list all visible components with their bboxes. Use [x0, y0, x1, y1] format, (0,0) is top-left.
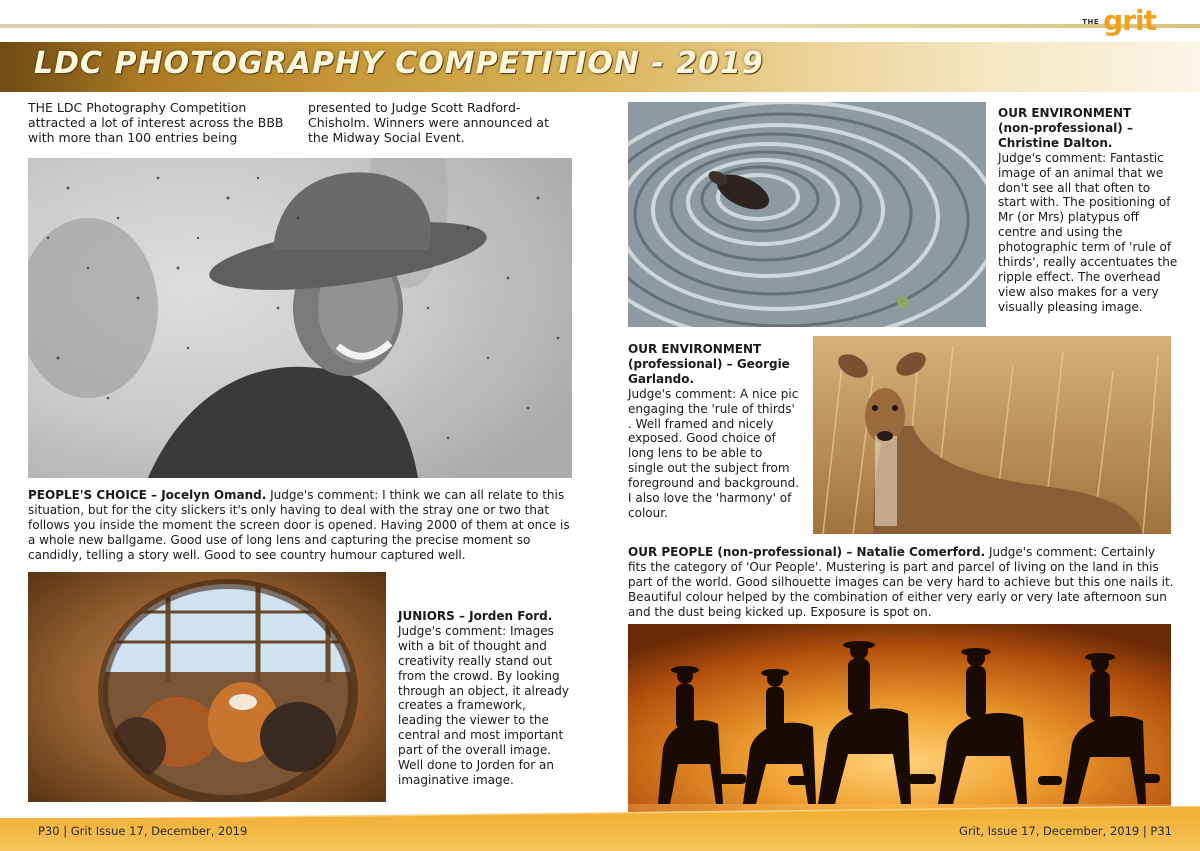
- env-pro-comment: Judge's comment: A nice pic engaging the 'rule of thirds' . Well framed and nicely exposed. Good choice of long lens to be able to single out the subject from foreground and background. I also love the 'harmony' of colour.: [628, 386, 800, 520]
- env-nonpro-heading-3: Christine Dalton.: [998, 135, 1113, 150]
- deer-photo: [813, 336, 1171, 534]
- juniors-comment: Judge's comment: Images with a bit of thought and creativity really stand out from the crowd. By looking through an object, it already creates a framework, leading the viewer to the central and most important part of the overall image. Well done to Jorden for an imaginative image.: [398, 623, 570, 787]
- env-pro-caption: [628, 342, 800, 521]
- juniors-heading: JUNIORS – Jorden Ford.: [398, 609, 553, 623]
- peoples-choice-caption: [28, 488, 572, 563]
- footer-right: Grit, Issue 17, December, 2019 | P31: [959, 824, 1172, 838]
- env-pro-heading: OUR ENVIRONMENT (professional) – Georgie Garlando.: [628, 342, 790, 386]
- intro-column-1: THE LDC Photography Competition attracted a lot of interest across the BBB with more than 100 entries being: [28, 100, 284, 146]
- env-nonpro-comment: Judge's comment: Fantastic image of an animal that we don't see all that often to start with. The positioning of Mr (or Mrs) platypus off centre and using the photographic term of 'rule of thirds', really accentuates the ripple effect. The overhead view also makes for a very visually pleasing image.: [998, 150, 1178, 314]
- juniors-caption: [398, 609, 570, 788]
- logo-word: grit: [1103, 4, 1156, 37]
- juniors-photo: [28, 572, 386, 802]
- peoples-choice-photo: [28, 158, 572, 478]
- peoples-choice-heading: PEOPLE'S CHOICE – Jocelyn Omand.: [28, 488, 267, 502]
- intro-column-2: presented to Judge Scott Radford-Chisholm. Winners were announced at the Midway Social Event.: [308, 100, 549, 146]
- grit-logo: [1082, 2, 1156, 36]
- page-title: LDC PHOTOGRAPHY COMPETITION - 2019: [34, 46, 764, 81]
- platypus-photo: [628, 102, 986, 327]
- mustering-photo: [628, 624, 1171, 821]
- peoples-choice-comment: Judge's comment: I think we can all relate to this situation, but for the city slickers it's only having to deal with the stray one or two that follows you inside the moment the screen door is opened. Having 2000 of them at once is a whole new ballgame. Good use of long lens and capturing the precise moment so candidly, telling a story well. Good to see country humour captured well.: [28, 488, 570, 562]
- people-nonpro-comment: Judge's comment: Certainly fits the category of 'Our People'. Mustering is part and parcel of living on the land in this part of the world. Good silhouette images can be very hard to achieve but this one nails it. Beautiful colour helped by the combination of either very early or very late afternoon sun and the dust being kicked up. Exposure is spot on.: [628, 545, 1174, 619]
- people-nonpro-caption: [628, 545, 1174, 620]
- env-nonpro-caption: [998, 106, 1178, 315]
- env-nonpro-heading-2: (non-professional) –: [998, 120, 1133, 135]
- footer-left: P30 | Grit Issue 17, December, 2019: [38, 824, 248, 838]
- people-nonpro-heading: OUR PEOPLE (non-professional) – Natalie Comerford.: [628, 545, 986, 559]
- top-rule: [0, 24, 1200, 28]
- env-nonpro-heading-1: OUR ENVIRONMENT: [998, 106, 1132, 120]
- logo-the: THE: [1082, 18, 1100, 26]
